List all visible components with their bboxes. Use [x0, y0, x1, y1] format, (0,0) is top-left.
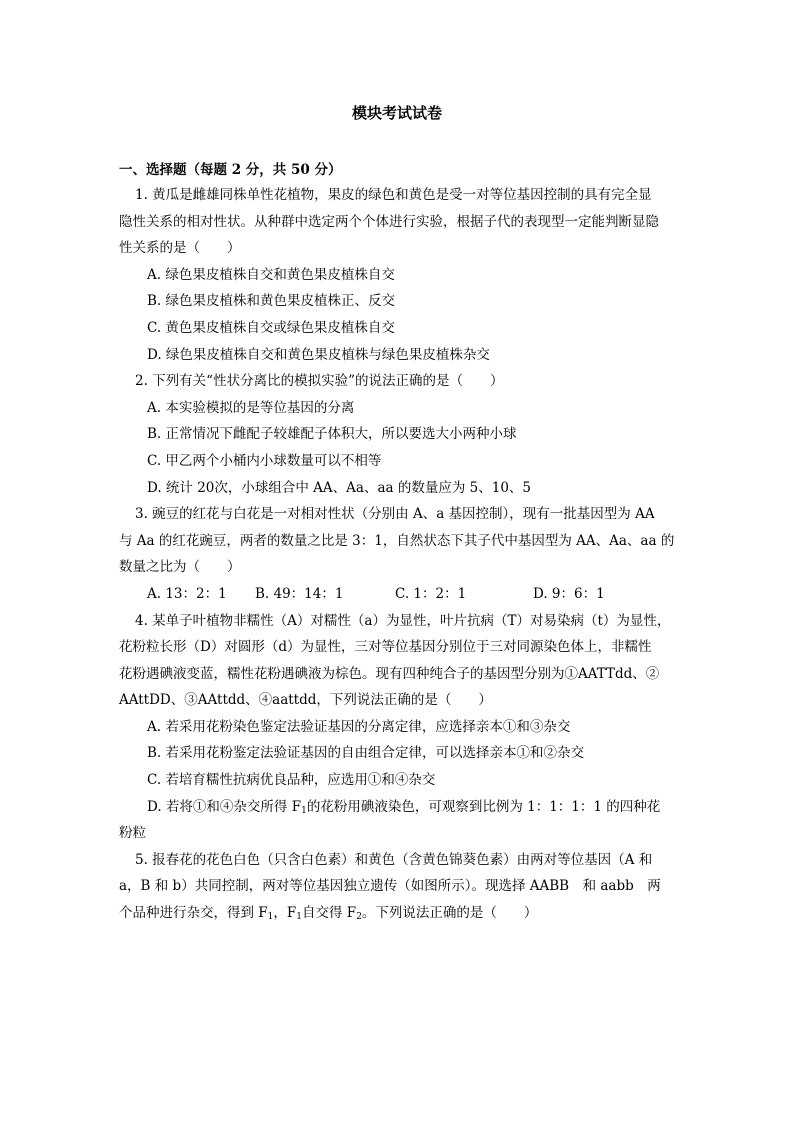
subscript: 1	[267, 912, 274, 923]
q3-option-d: D. 9：6：1	[533, 585, 605, 602]
question-list	[119, 182, 679, 927]
q3-stem-line: 与 Aa 的红花豌豆，两者的数量之比是 3：1，自然状态下其子代中基因型为 AA、Aa、aa 的	[119, 532, 675, 549]
q3-option-a: A. 13：2：1	[147, 585, 227, 602]
q4-stem-line: 花粉粒长形（D）对圆形（d）为显性，三对等位基因分别位于三对同源染色体上，非糯性	[119, 639, 652, 656]
q3-stem-line: 3. 豌豆的红花与白花是一对相对性状（分别由 A、a 基因控制），现有一批基因型为 AA	[135, 506, 655, 523]
q2-option-b: B. 正常情况下雌配子较雄配子体积大，所以要选大小两种小球	[147, 426, 517, 443]
q1-option-b: B. 绿色果皮植株和黄色果皮植株正、反交	[147, 293, 396, 310]
q4-stem-line: 4. 某单子叶植物非糯性（A）对糯性（a）为显性，叶片抗病（T）对易染病（t）为显性，	[135, 612, 671, 629]
q2-option-c: C. 甲乙两个小桶内小球数量可以不相等	[147, 452, 382, 469]
q4-option-d-text: D. 若将①和④杂交所得 F	[147, 798, 302, 815]
q3-option-b: B. 49：14：1	[255, 585, 344, 602]
q4-option-d-text: 的花粉用碘液染色，可观察到比例为 1：1：1：1 的四种花	[306, 798, 661, 815]
q4-option-c: C. 若培育糯性抗病优良品种，应选用①和④杂交	[147, 772, 436, 789]
page-title: 模块考试试卷	[351, 104, 442, 122]
q3-option-c: C. 1：2：1	[395, 585, 467, 602]
section-heading: 一、选择题（每题 2 分，共 50 分）	[119, 162, 342, 178]
subscript: 1	[296, 912, 303, 923]
q3-options-row	[119, 581, 679, 608]
q5-stem-line	[119, 900, 679, 927]
q5-stem-line: 5. 报春花的花色白色（只含白色素）和黄色（含黄色锦葵色素）由两对等位基因（A 和	[135, 851, 653, 868]
q5-text: 个品种进行杂交，得到 F	[119, 905, 268, 922]
q1-stem-line: 性关系的是（ ）	[119, 240, 241, 257]
q1-option-a: A. 绿色果皮植株自交和黄色果皮植株自交	[147, 266, 395, 283]
q1-option-d: D. 绿色果皮植株自交和黄色果皮植株与绿色果皮植株杂交	[147, 346, 490, 363]
subscript: 2	[356, 912, 362, 923]
q4-option-b: B. 若采用花粉鉴定法验证基因的自由组合定律，可以选择亲本①和②杂交	[147, 745, 585, 762]
q1-stem-line: 1. 黄瓜是雌雄同株单性花植物，果皮的绿色和黄色是受一对等位基因控制的具有完全显	[135, 187, 652, 203]
q1-option-c: C. 黄色果皮植株自交或绿色果皮植株自交	[147, 319, 395, 336]
q4-option-a: A. 若采用花粉染色鉴定法验证基因的分离定律，应选择亲本①和③杂交	[147, 718, 571, 735]
q2-option-d: D. 统计 20次，小球组合中 AA、Aa、aa 的数量应为 5、10、5	[147, 479, 532, 496]
q4-option-d	[119, 794, 679, 821]
subscript: 1	[301, 805, 307, 816]
q2-option-a: A. 本实验模拟的是等位基因的分离	[147, 399, 355, 416]
q4-stem-line: 花粉遇碘液变蓝，糯性花粉遇碘液为棕色。现有四种纯合子的基因型分别为①AATTdd、②	[119, 665, 660, 682]
q5-text: 自交得 F	[302, 905, 357, 922]
q5-text: ，F	[273, 905, 297, 922]
q5-text: 。下列说法正确的是（ ）	[361, 905, 538, 922]
q2-stem: 2. 下列有关“性状分离比的模拟实验”的说法正确的是（ ）	[135, 373, 504, 390]
q4-option-d-cont: 粉粒	[119, 825, 146, 842]
q5-stem-line: a，B 和 b）共同控制，两对等位基因独立遗传（如图所示）。现选择 AABB 和 aabb 两	[119, 878, 661, 895]
q3-stem-line: 数量之比为（ ）	[119, 559, 241, 576]
q4-stem-line: AAttDD、③AAttdd、④aattdd，下列说法正确的是（ ）	[119, 692, 492, 709]
q1-stem-line: 隐性关系的相对性状。从种群中选定两个个体进行实验，根据子代的表现型一定能判断显隐	[119, 213, 659, 230]
